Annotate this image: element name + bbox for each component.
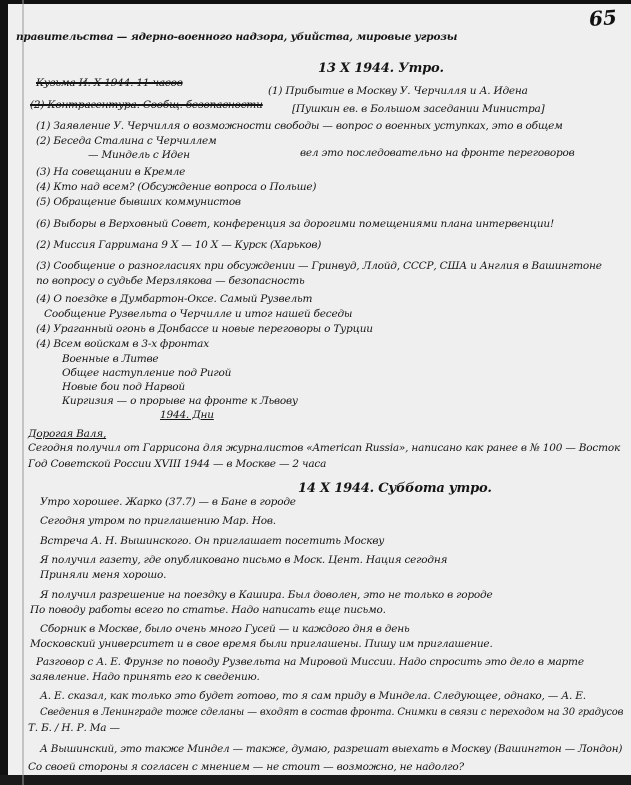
handwritten-line: Киргизия — о прорыве на фронте к Львову: [62, 395, 298, 407]
handwritten-line: Со своей стороны я согласен с мнением — не стоит — возможно, не надолго?: [28, 761, 464, 773]
handwritten-line: 1944. Дни: [160, 409, 214, 421]
handwritten-line: Год Советской России XVIII 1944 — в Москве — 2 часа: [28, 458, 327, 470]
handwritten-line: 13 X 1944. Утро.: [318, 61, 444, 76]
handwritten-line: Утро хорошее. Жарко (37.7) — в Бане в городе: [40, 496, 296, 508]
handwritten-line: Сегодня утром по приглашению Мар. Нов.: [40, 515, 276, 527]
page-left-edge: [0, 0, 8, 785]
page-bottom-edge: [0, 775, 631, 785]
handwritten-line: Общее наступление под Ригой: [62, 367, 232, 379]
handwritten-line: (4) Всем войскам в 3-х фронтах: [36, 338, 209, 350]
handwritten-line: Сообщение Рузвельта о Черчилле и итог нашей беседы: [44, 308, 353, 320]
handwritten-line: Московский университет и в свое время были приглашены. Пишу им приглашение.: [30, 638, 493, 650]
handwritten-line: (3) На совещании в Кремле: [36, 166, 186, 178]
handwritten-line: А. Е. сказал, как только это будет готово, то я сам приду в Миндела. Следующее, однако, — А. Е.: [40, 690, 586, 702]
handwritten-line: [Пушкин ев. в Большом заседании Министра]: [292, 103, 545, 115]
handwritten-line: По поводу работы всего по статье. Надо написать еще письмо.: [30, 604, 386, 616]
handwritten-line: Приняли меня хорошо.: [40, 569, 167, 581]
folio-number: 65: [588, 5, 618, 31]
handwritten-line: (4) О поездке в Думбартон-Оксе. Самый Рузвельт: [36, 293, 313, 305]
handwritten-line: Т. Б. / Н. Р. Ма —: [28, 722, 120, 734]
handwritten-line: (4) Кто над всем? (Обсуждение вопроса о Польше): [36, 181, 317, 193]
handwritten-line: Я получил разрешение на поездку в Кашира. Был доволен, это не только в городе: [40, 589, 493, 601]
handwritten-line: (2) Контрагентура. Сообщ. безопасности: [30, 99, 263, 111]
handwritten-line: Кузьма И. X 1944. 11 часов: [36, 77, 183, 89]
handwritten-line: Дорогая Валя,: [28, 428, 107, 440]
handwritten-line: заявление. Надо принять его к сведению.: [30, 671, 260, 683]
handwritten-line: Сведения в Ленинграде тоже сделаны — входят в состав фронта. Снимки в связи с переходом на 30 градусов: [40, 706, 624, 718]
handwritten-line: Встреча А. Н. Вышинского. Он приглашает посетить Москву: [40, 535, 385, 547]
page-top-edge: [0, 0, 631, 4]
handwritten-line: (2) Беседа Сталина с Черчиллем: [36, 135, 217, 147]
handwritten-line: Новые бои под Нарвой: [62, 381, 185, 393]
handwritten-line: вел это последовательно на фронте переговоров: [300, 147, 575, 159]
handwritten-line: Сегодня получил от Гаррисона для журналистов «American Russia», написано как ранее в № 100 — Восток: [28, 442, 621, 454]
handwritten-line: 14 X 1944. Суббота утро.: [298, 481, 492, 496]
handwritten-line: Я получил газету, где опубликовано письмо в Моск. Цент. Нация сегодня: [40, 554, 448, 566]
handwritten-line: А Вышинский, это также Миндел — также, думаю, разрешат выехать в Москву (Вашингтон — Лондон): [40, 743, 623, 755]
handwritten-line: (6) Выборы в Верховный Совет, конференция за дорогими помещениями плана интервенции!: [36, 218, 555, 230]
handwritten-line: — Миндель с Иден: [88, 149, 190, 161]
handwritten-line: Сборник в Москве, было очень много Гусей — и каждого дня в день: [40, 623, 410, 635]
handwritten-line: Разговор с А. Е. Фрунзе по поводу Рузвельта на Мировой Миссии. Надо спросить это дело в марте: [36, 656, 584, 668]
handwritten-line: (2) Миссия Гарримана 9 X — 10 X — Курск (Харьков): [36, 239, 322, 251]
handwritten-line: (3) Сообщение о разногласиях при обсуждении — Гринвуд, Ллойд, СССР, США и Англия в Вашингтоне: [36, 260, 602, 272]
handwritten-line: (1) Заявление У. Черчилля о возможности свободы — вопрос о военных уступках, это в общем: [36, 120, 563, 132]
handwritten-line: правительства — ядерно-военного надзора, убийства, мировые угрозы: [16, 31, 458, 43]
handwritten-line: (1) Прибытие в Москву У. Черчилля и А. Идена: [268, 85, 528, 97]
margin-line: [22, 0, 24, 785]
handwritten-line: Военные в Литве: [62, 353, 159, 365]
handwritten-line: (4) Ураганный огонь в Донбассе и новые переговоры о Турции: [36, 323, 373, 335]
handwritten-line: (5) Обращение бывших коммунистов: [36, 196, 241, 208]
handwritten-line: по вопросу о судьбе Мерзлякова — безопасность: [36, 275, 305, 287]
